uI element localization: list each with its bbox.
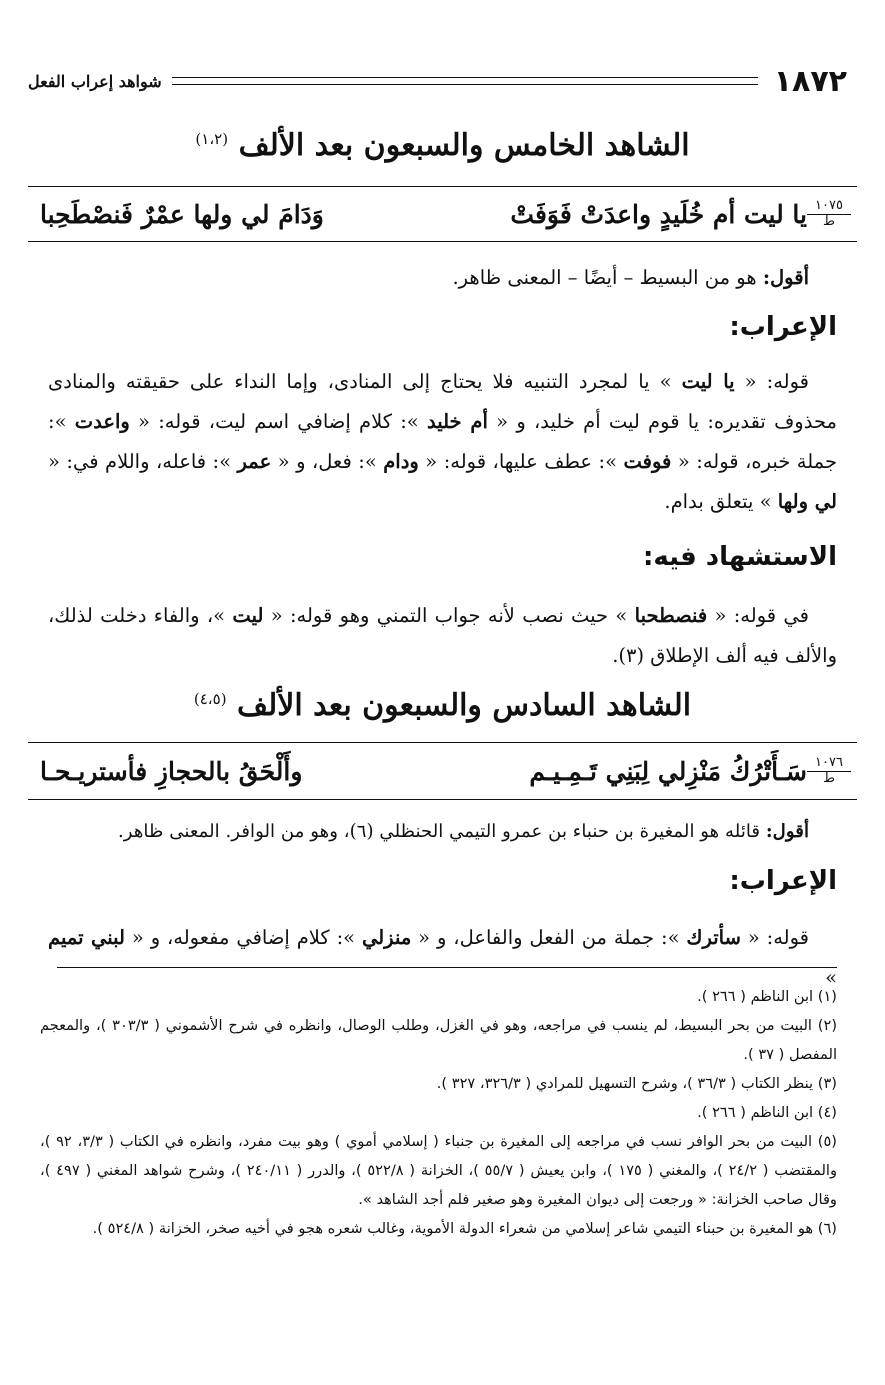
irab-text: »: جملة من الفعل والفاعل، و «	[411, 926, 687, 949]
footnote: (٢) البيت من بحر البسيط، لم ينسب في مراجعه، وهو في الغزل، وطلب الوصال، وانظره في شرح الأشموني ( ٣٠٣/٣ )، والمعجم المفصل ( ٣٧ ).	[40, 1017, 838, 1063]
irab-term: لي ولها	[777, 490, 837, 513]
irab-text: قوله: «	[740, 926, 809, 949]
running-title: شواهد إعراب الفعل	[28, 71, 162, 91]
page-number: ١٨٧٢	[773, 63, 847, 99]
footnote: (٦) هو المغيرة بن حبناء التيمي شاعر إسلامي من شعراء الدولة الأموية، وغالب شعره هجو في أخيه صخر، الخزانة ( ٥٢٤/٨ ).	[92, 1220, 837, 1237]
irab-term: يا ليت	[681, 370, 735, 393]
irab-text: » يتعلق بدام.	[664, 490, 778, 513]
irab-term: واعدت	[74, 410, 130, 433]
istishhad-text: » حيث نصب لأنه جواب التمني وهو قوله: «	[263, 604, 635, 627]
verse-meter-mark: ط	[822, 771, 836, 786]
irab-text: »: عطف عليها، قوله: «	[418, 450, 624, 473]
aqul-label: أقول:	[765, 821, 809, 842]
irab-text: » يا لمجرد التنبيه فلا يحتاج إلى المنادى، وإما النداء على حقيقته والمنادى محذوف تقديره: يا قوم ليت أم خليد، و «	[48, 370, 837, 433]
irab-term: ودام	[383, 450, 419, 473]
aqul-paragraph	[48, 812, 837, 852]
irab-term: عمر	[237, 450, 272, 473]
irab-text: قوله: «	[734, 370, 809, 393]
witness-title-footnote-ref: (١،٢)	[195, 130, 229, 148]
footnote-separator	[57, 967, 837, 968]
istishhad-text: »، والفاء دخلت لذلك، والألف فيه ألف الإطلاق (٣).	[48, 604, 837, 667]
footnote: (٣) ينظر الكتاب ( ٣٦/٣ )، وشرح التسهيل للمرادي ( ٣٢٦/٣، ٣٢٧ ).	[436, 1075, 837, 1092]
verse-number-value: ١٠٧٥	[807, 199, 851, 215]
irab-term: فوفت	[623, 450, 672, 473]
witness-title	[28, 688, 857, 723]
footnote: (٥) البيت من بحر الوافر نسب في مراجعه إلى المغيرة بن جنباء ( إسلامي أموي ) وهو بيت مفرد، وانظره في الكتاب ( ٣/٣، ٩٢ )، والمقتضب ( ٢٤/٢ )، والمغني ( ١٧٥ )، وابن يعيش ( ٥٥/٧ )، الخزانة ( ٥٢٢/٨ )، والدرر ( ٢٤٠/١١ )، وشرح شواهد المغني ( ٤٩٧ )، وقال صاحب الخزانة: « ورجعت إلى ديوان المغيرة وهو صغير فلم أجد الشاهد ».	[40, 1133, 838, 1208]
irab-text: »	[825, 966, 837, 989]
witness-title	[28, 128, 857, 163]
running-header	[28, 64, 847, 98]
verse-box	[28, 742, 857, 800]
irab-text: »: فعل، و «	[271, 450, 384, 473]
istishhad-text: في قوله: «	[707, 604, 809, 627]
irab-heading: الإعراب:	[729, 866, 837, 896]
istishhad-term: ليت	[232, 604, 264, 627]
footnote: (١) ابن الناظم ( ٢٦٦ ).	[697, 988, 837, 1005]
footnote: (٤) ابن الناظم ( ٢٦٦ ).	[697, 1104, 837, 1121]
witness-title-footnote-ref: (٤،٥)	[193, 690, 227, 708]
verse-meter-mark: ط	[822, 214, 836, 229]
irab-text: »: فاعله، واللام في: «	[48, 450, 238, 473]
header-double-rule	[172, 77, 758, 85]
irab-text: »: كلام إضافي اسم ليت، قوله: «	[129, 410, 427, 433]
irab-term: منزلي	[361, 926, 412, 949]
verse-number-value: ١٠٧٦	[807, 756, 851, 772]
verse-number	[807, 756, 857, 786]
aqul-text: قائله هو المغيرة بن حنباء بن عمرو التيمي الحنظلي (٦)، وهو من الوافر. المعنى ظاهر.	[118, 821, 766, 842]
witness-title-text: الشاهد السادس والسبعون بعد الألف	[237, 688, 692, 723]
aqul-label: أقول:	[762, 266, 809, 289]
irab-paragraph	[48, 362, 837, 522]
istishhad-heading: الاستشهاد فيه:	[642, 542, 837, 572]
verse-box	[28, 186, 857, 242]
irab-term: أم خليد	[426, 410, 488, 433]
verse-number	[807, 199, 857, 229]
irab-text: »: كلام إضافي مفعوله، و «	[125, 926, 362, 949]
irab-heading: الإعراب:	[729, 312, 837, 342]
irab-term: لبني تميم	[48, 926, 125, 949]
verse-second-hemistich: وأَلْحَقُ بالحجازِ فأستريـحـا	[40, 756, 303, 786]
footnotes	[40, 982, 837, 1243]
aqul-text: هو من البسيط – أيضًا – المعنى ظاهر.	[452, 266, 763, 289]
irab-term: سأترك	[686, 926, 741, 949]
irab-text: »: جملة خبره، قوله: «	[48, 410, 838, 473]
verse-first-hemistich: يا ليت أم خُلَيدٍ واعدَتْ فَوَفَتْ	[510, 199, 807, 229]
verse-first-hemistich: سَـأَتْرُكُ مَنْزِلي لِبَنِي تَـمِـيـم	[529, 756, 807, 786]
verse-second-hemistich: وَدَامَ لي ولها عمْرٌ فَنصْطَحِبا	[40, 199, 324, 229]
aqul-paragraph	[48, 258, 837, 298]
witness-title-text: الشاهد الخامس والسبعون بعد الألف	[238, 128, 690, 163]
istishhad-paragraph	[48, 596, 837, 676]
istishhad-term: فنصطحبا	[634, 604, 708, 627]
